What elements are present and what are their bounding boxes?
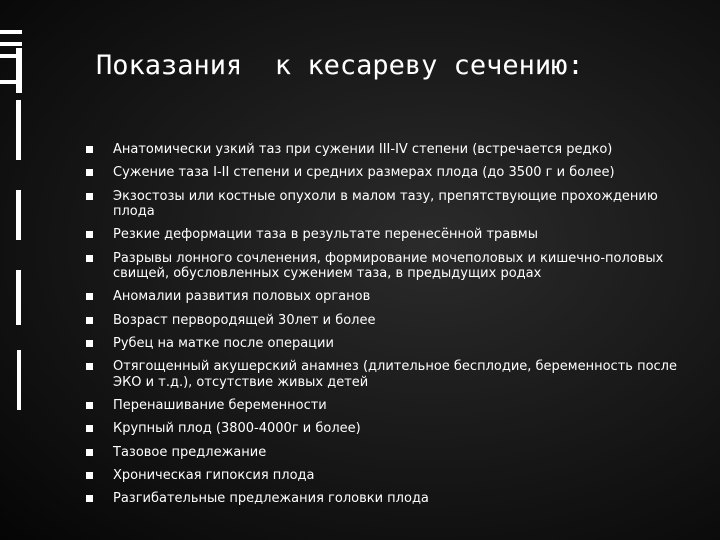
list-item [86, 227, 686, 243]
list-item [86, 359, 686, 390]
list-item [86, 491, 686, 507]
list-item-text: Сужение таза I-II степени и средних размерах плода (до 3500 г и более) [113, 165, 615, 181]
bullet-icon [86, 317, 93, 324]
bullet-icon [86, 402, 93, 409]
list-item-text: Анатомически узкий таз при сужении III-IV степени (встречается редко) [113, 142, 613, 157]
list-item [86, 142, 686, 158]
list-item-text: Тазовое предлежание [113, 444, 267, 460]
deco-bar [0, 42, 22, 46]
deco-bar [0, 80, 22, 84]
decorative-side-bars [0, 30, 28, 420]
bullet-icon [86, 340, 93, 347]
list-item-text: Резкие деформации таза в результате перенесённой травмы [113, 227, 539, 243]
list-item [86, 189, 686, 220]
bullet-icon [86, 363, 93, 370]
list-item-text: Разрывы лонного сочленения, формирование мочеполовых и кишечно-половых свищей, обусловленных сужением таза, в предыдущих родах [113, 250, 664, 282]
list-item-text: Хроническая гипоксия плода [113, 468, 315, 484]
deco-bar [16, 48, 22, 93]
bullet-icon [86, 193, 93, 200]
list-item-text: Перенашивание беременности [113, 398, 327, 414]
list-item [86, 336, 686, 352]
deco-bar [0, 30, 22, 34]
list-item-text: Аномалии развития половых органов [113, 289, 371, 305]
list-item-text: Разгибательные предлежания головки плода [113, 491, 429, 507]
bullet-icon [86, 231, 93, 238]
list-item [86, 313, 686, 329]
bullet-icon [86, 449, 93, 456]
slide-title: Показания к кесареву сечению: [96, 50, 584, 81]
list-item [86, 289, 686, 305]
list-item-text: Возраст первородящей 30лет и более [113, 312, 376, 328]
list-item-text: Отягощенный акушерский анамнез (длительное бесплодие, беременность после ЭКО и т.д.), отсутствие живых детей [113, 359, 677, 390]
deco-bar [16, 270, 21, 325]
indications-list [86, 142, 686, 515]
list-item-text: Крупный плод (3800-4000г и более) [113, 421, 361, 437]
deco-bar [16, 100, 21, 160]
bullet-icon [86, 425, 93, 432]
deco-bar [17, 350, 21, 410]
bullet-icon [86, 293, 93, 300]
list-item [86, 421, 686, 437]
bullet-icon [86, 255, 93, 262]
list-item-text: Экзостозы или костные опухоли в малом тазу, препятствующие прохождению плода [113, 188, 658, 220]
list-item [86, 398, 686, 414]
list-item [86, 165, 686, 181]
bullet-icon [86, 495, 93, 502]
deco-bar [16, 190, 21, 240]
list-item [86, 251, 686, 282]
bullet-icon [86, 169, 93, 176]
list-item-text: Рубец на матке после операции [113, 336, 334, 352]
bullet-icon [86, 472, 93, 479]
list-item [86, 468, 686, 484]
bullet-icon [86, 146, 93, 153]
list-item [86, 445, 686, 461]
